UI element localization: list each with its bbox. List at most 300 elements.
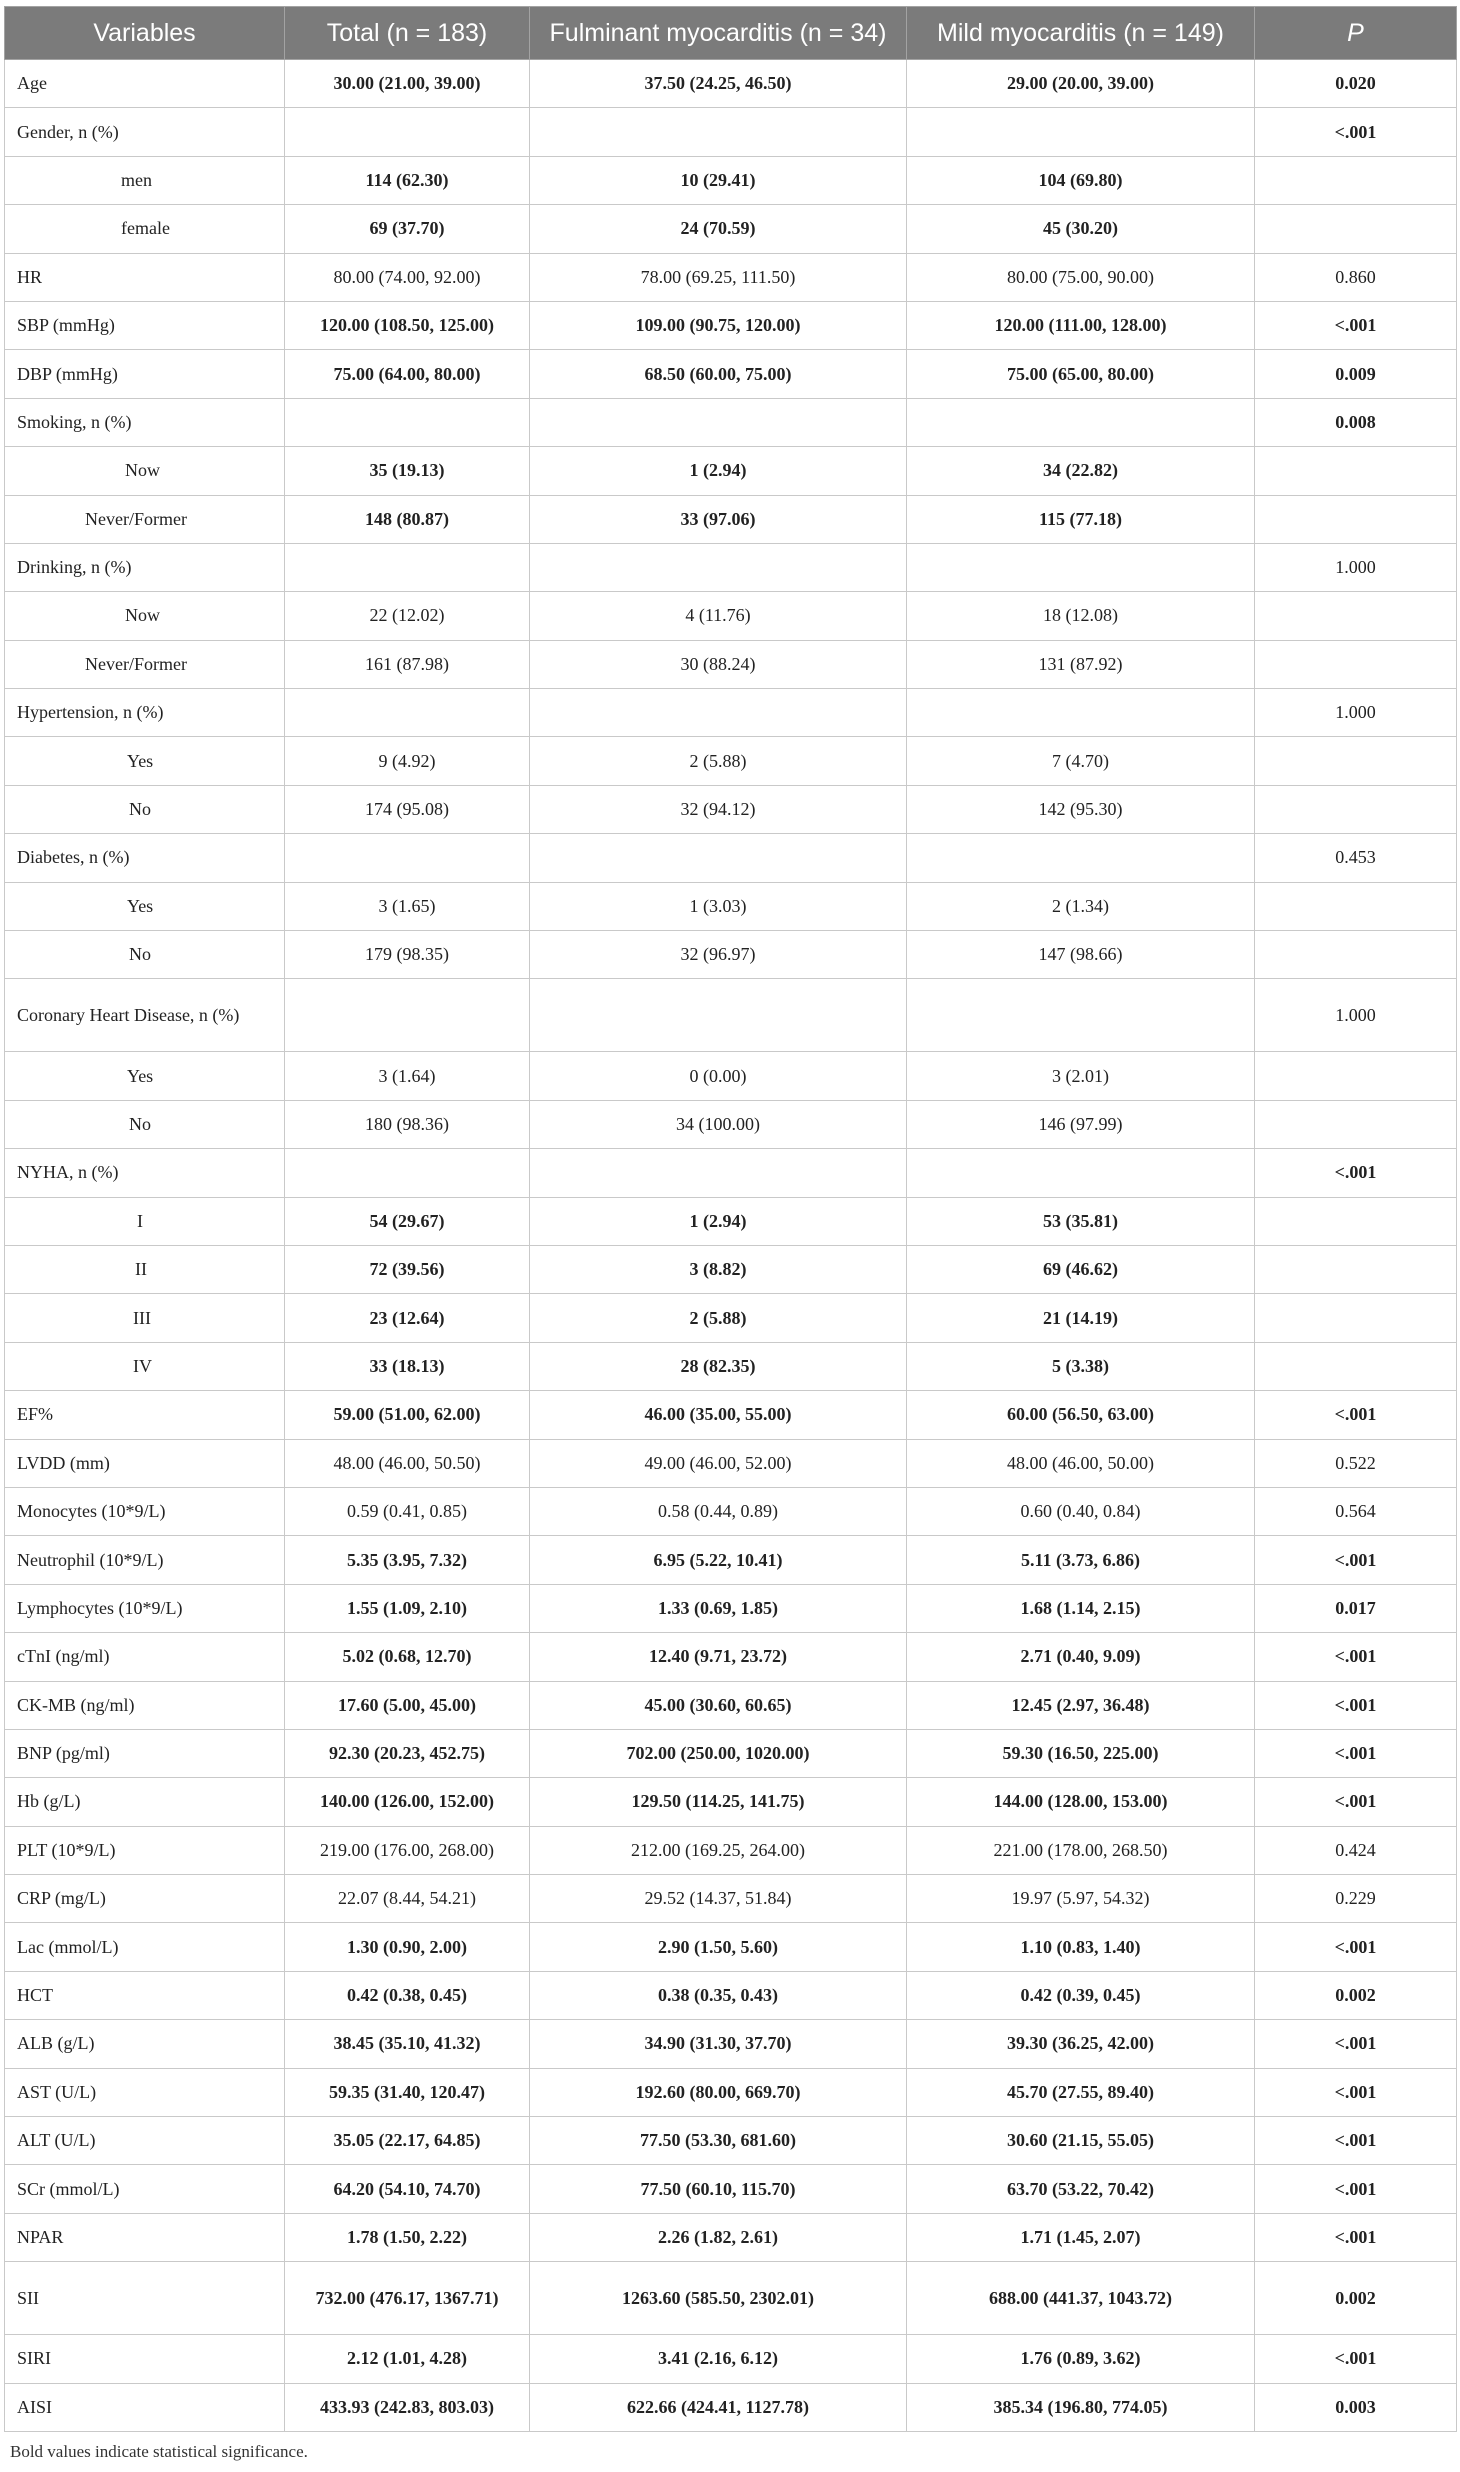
baseline-characteristics-table [4, 6, 1457, 2432]
variable-label: SIRI [5, 2335, 285, 2383]
table-container [4, 6, 1456, 2432]
total-value: 0.59 (0.41, 0.85) [285, 1487, 530, 1535]
table-row [5, 640, 1457, 688]
fulminant-value: 192.60 (80.00, 669.70) [530, 2068, 907, 2116]
fulminant-value [530, 1149, 907, 1197]
p-value [1255, 447, 1457, 495]
p-value: <.001 [1255, 1149, 1457, 1197]
mild-value: 144.00 (128.00, 153.00) [907, 1778, 1255, 1826]
variable-label [5, 737, 285, 785]
fulminant-value: 0.38 (0.35, 0.43) [530, 1971, 907, 2019]
mild-value: 1.68 (1.14, 2.15) [907, 1584, 1255, 1632]
mild-value: 115 (77.18) [907, 495, 1255, 543]
mild-value: 1.76 (0.89, 3.62) [907, 2335, 1255, 2383]
p-value: 0.860 [1255, 253, 1457, 301]
mild-value: 688.00 (441.37, 1043.72) [907, 2262, 1255, 2335]
table-row [5, 2262, 1457, 2335]
table-row [5, 1923, 1457, 1971]
p-value: <.001 [1255, 1536, 1457, 1584]
variable-label: Hypertension, n (%) [5, 689, 285, 737]
variable-label: HCT [5, 1971, 285, 2019]
mild-value: 0.42 (0.39, 0.45) [907, 1971, 1255, 2019]
variable-label: AST (U/L) [5, 2068, 285, 2116]
table-row [5, 398, 1457, 446]
table-row [5, 205, 1457, 253]
fulminant-value: 46.00 (35.00, 55.00) [530, 1391, 907, 1439]
table-row [5, 882, 1457, 930]
total-value: 3 (1.64) [285, 1052, 530, 1100]
mild-value: 59.30 (16.50, 225.00) [907, 1729, 1255, 1777]
fulminant-value: 1 (3.03) [530, 882, 907, 930]
p-value: <.001 [1255, 108, 1457, 156]
p-value: 0.229 [1255, 1875, 1457, 1923]
p-value: <.001 [1255, 1729, 1457, 1777]
table-row [5, 834, 1457, 882]
total-value [285, 979, 530, 1052]
sub-level-label: No [129, 799, 151, 820]
variable-label [5, 882, 285, 930]
mild-value: 5 (3.38) [907, 1342, 1255, 1390]
total-value: 3 (1.65) [285, 882, 530, 930]
total-value: 69 (37.70) [285, 205, 530, 253]
p-value [1255, 156, 1457, 204]
variable-label: CK-MB (ng/ml) [5, 1681, 285, 1729]
variable-label: NYHA, n (%) [5, 1149, 285, 1197]
fulminant-value: 32 (96.97) [530, 931, 907, 979]
mild-value: 75.00 (65.00, 80.00) [907, 350, 1255, 398]
p-value: 0.453 [1255, 834, 1457, 882]
variable-label: cTnI (ng/ml) [5, 1633, 285, 1681]
sub-level-label: II [135, 1259, 147, 1280]
total-value: 219.00 (176.00, 268.00) [285, 1826, 530, 1874]
fulminant-value: 2 (5.88) [530, 737, 907, 785]
p-value [1255, 785, 1457, 833]
total-value: 64.20 (54.10, 74.70) [285, 2165, 530, 2213]
table-row [5, 350, 1457, 398]
fulminant-value: 3.41 (2.16, 6.12) [530, 2335, 907, 2383]
variable-label: SBP (mmHg) [5, 301, 285, 349]
table-row [5, 1875, 1457, 1923]
variable-label [5, 640, 285, 688]
table-row [5, 1100, 1457, 1148]
table-row [5, 301, 1457, 349]
variable-label: ALT (U/L) [5, 2117, 285, 2165]
fulminant-value: 0.58 (0.44, 0.89) [530, 1487, 907, 1535]
table-row [5, 1681, 1457, 1729]
fulminant-value: 1263.60 (585.50, 2302.01) [530, 2262, 907, 2335]
header-p-value: P [1255, 7, 1457, 60]
fulminant-value: 49.00 (46.00, 52.00) [530, 1439, 907, 1487]
total-value: 92.30 (20.23, 452.75) [285, 1729, 530, 1777]
table-row [5, 1439, 1457, 1487]
fulminant-value: 2.26 (1.82, 2.61) [530, 2213, 907, 2261]
total-value: 48.00 (46.00, 50.50) [285, 1439, 530, 1487]
fulminant-value: 1 (2.94) [530, 1197, 907, 1245]
mild-value: 385.34 (196.80, 774.05) [907, 2383, 1255, 2431]
variable-label [5, 156, 285, 204]
variable-label: Neutrophil (10*9/L) [5, 1536, 285, 1584]
p-value [1255, 1342, 1457, 1390]
total-value [285, 834, 530, 882]
variable-label: EF% [5, 1391, 285, 1439]
p-value: 0.522 [1255, 1439, 1457, 1487]
mild-value: 18 (12.08) [907, 592, 1255, 640]
p-value [1255, 1294, 1457, 1342]
mild-value: 131 (87.92) [907, 640, 1255, 688]
variable-label: Lac (mmol/L) [5, 1923, 285, 1971]
mild-value [907, 398, 1255, 446]
variable-label: ALB (g/L) [5, 2020, 285, 2068]
p-value: <.001 [1255, 1923, 1457, 1971]
total-value: 59.35 (31.40, 120.47) [285, 2068, 530, 2116]
mild-value [907, 108, 1255, 156]
p-value [1255, 640, 1457, 688]
variable-label: Gender, n (%) [5, 108, 285, 156]
sub-level-label: men [121, 169, 152, 190]
variable-label [5, 1197, 285, 1245]
total-value: 114 (62.30) [285, 156, 530, 204]
fulminant-value: 10 (29.41) [530, 156, 907, 204]
p-value: 0.002 [1255, 2262, 1457, 2335]
p-value [1255, 737, 1457, 785]
fulminant-value: 212.00 (169.25, 264.00) [530, 1826, 907, 1874]
header-mild: Mild myocarditis (n = 149) [907, 7, 1255, 60]
variable-label: BNP (pg/ml) [5, 1729, 285, 1777]
mild-value [907, 689, 1255, 737]
total-value: 1.78 (1.50, 2.22) [285, 2213, 530, 2261]
total-value: 1.30 (0.90, 2.00) [285, 1923, 530, 1971]
mild-value: 63.70 (53.22, 70.42) [907, 2165, 1255, 2213]
table-row [5, 931, 1457, 979]
table-row [5, 1971, 1457, 2019]
fulminant-value: 109.00 (90.75, 120.00) [530, 301, 907, 349]
fulminant-value: 622.66 (424.41, 1127.78) [530, 2383, 907, 2431]
p-value: <.001 [1255, 2020, 1457, 2068]
mild-value [907, 834, 1255, 882]
table-row [5, 60, 1457, 108]
total-value [285, 543, 530, 591]
mild-value: 80.00 (75.00, 90.00) [907, 253, 1255, 301]
p-value: <.001 [1255, 1681, 1457, 1729]
mild-value: 29.00 (20.00, 39.00) [907, 60, 1255, 108]
variable-label: LVDD (mm) [5, 1439, 285, 1487]
total-value: 5.35 (3.95, 7.32) [285, 1536, 530, 1584]
variable-label: SII [5, 2262, 285, 2335]
mild-value: 45.70 (27.55, 89.40) [907, 2068, 1255, 2116]
variable-label [5, 931, 285, 979]
p-value: 1.000 [1255, 689, 1457, 737]
total-value: 174 (95.08) [285, 785, 530, 833]
total-value: 59.00 (51.00, 62.00) [285, 1391, 530, 1439]
total-value: 161 (87.98) [285, 640, 530, 688]
total-value: 72 (39.56) [285, 1245, 530, 1293]
table-row [5, 785, 1457, 833]
variable-label [5, 1245, 285, 1293]
table-row [5, 2165, 1457, 2213]
fulminant-value: 1 (2.94) [530, 447, 907, 495]
mild-value: 221.00 (178.00, 268.50) [907, 1826, 1255, 1874]
variable-label [5, 1342, 285, 1390]
table-row [5, 2213, 1457, 2261]
mild-value: 30.60 (21.15, 55.05) [907, 2117, 1255, 2165]
variable-label [5, 592, 285, 640]
mild-value [907, 1149, 1255, 1197]
fulminant-value: 2.90 (1.50, 5.60) [530, 1923, 907, 1971]
mild-value: 120.00 (111.00, 128.00) [907, 301, 1255, 349]
mild-value: 48.00 (46.00, 50.00) [907, 1439, 1255, 1487]
variable-label: NPAR [5, 2213, 285, 2261]
fulminant-value: 6.95 (5.22, 10.41) [530, 1536, 907, 1584]
mild-value: 5.11 (3.73, 6.86) [907, 1536, 1255, 1584]
total-value: 75.00 (64.00, 80.00) [285, 350, 530, 398]
total-value: 180 (98.36) [285, 1100, 530, 1148]
p-value: <.001 [1255, 1778, 1457, 1826]
table-row [5, 2068, 1457, 2116]
header-total: Total (n = 183) [285, 7, 530, 60]
table-row [5, 447, 1457, 495]
table-row [5, 1729, 1457, 1777]
fulminant-value [530, 689, 907, 737]
variable-label: Smoking, n (%) [5, 398, 285, 446]
mild-value: 0.60 (0.40, 0.84) [907, 1487, 1255, 1535]
total-value: 2.12 (1.01, 4.28) [285, 2335, 530, 2383]
p-value [1255, 495, 1457, 543]
table-row [5, 979, 1457, 1052]
fulminant-value: 12.40 (9.71, 23.72) [530, 1633, 907, 1681]
variable-label: Lymphocytes (10*9/L) [5, 1584, 285, 1632]
total-value: 33 (18.13) [285, 1342, 530, 1390]
p-value [1255, 1052, 1457, 1100]
table-row [5, 1294, 1457, 1342]
sub-level-label: I [137, 1210, 143, 1231]
table-row [5, 543, 1457, 591]
total-value [285, 108, 530, 156]
header-fulminant: Fulminant myocarditis (n = 34) [530, 7, 907, 60]
fulminant-value: 77.50 (53.30, 681.60) [530, 2117, 907, 2165]
fulminant-value: 34 (100.00) [530, 1100, 907, 1148]
table-row [5, 737, 1457, 785]
p-value [1255, 1197, 1457, 1245]
mild-value: 1.10 (0.83, 1.40) [907, 1923, 1255, 1971]
fulminant-value: 0 (0.00) [530, 1052, 907, 1100]
mild-value: 34 (22.82) [907, 447, 1255, 495]
fulminant-value: 45.00 (30.60, 60.65) [530, 1681, 907, 1729]
table-row [5, 1149, 1457, 1197]
fulminant-value: 30 (88.24) [530, 640, 907, 688]
fulminant-value: 37.50 (24.25, 46.50) [530, 60, 907, 108]
p-value: <.001 [1255, 1633, 1457, 1681]
p-value: 1.000 [1255, 979, 1457, 1052]
total-value [285, 398, 530, 446]
fulminant-value: 2 (5.88) [530, 1294, 907, 1342]
p-value [1255, 882, 1457, 930]
sub-level-label: Now [125, 605, 160, 626]
p-value: <.001 [1255, 2117, 1457, 2165]
fulminant-value: 28 (82.35) [530, 1342, 907, 1390]
table-header [5, 7, 1457, 60]
fulminant-value: 4 (11.76) [530, 592, 907, 640]
variable-label: DBP (mmHg) [5, 350, 285, 398]
fulminant-value: 129.50 (114.25, 141.75) [530, 1778, 907, 1826]
table-row [5, 1633, 1457, 1681]
total-value: 120.00 (108.50, 125.00) [285, 301, 530, 349]
fulminant-value [530, 543, 907, 591]
sub-level-label: No [129, 1114, 151, 1134]
p-value: <.001 [1255, 2213, 1457, 2261]
total-value: 732.00 (476.17, 1367.71) [285, 2262, 530, 2335]
total-value: 35.05 (22.17, 64.85) [285, 2117, 530, 2165]
sub-level-label: Never/Former [85, 508, 187, 529]
mild-value: 53 (35.81) [907, 1197, 1255, 1245]
table-row [5, 1342, 1457, 1390]
variable-label [5, 1294, 285, 1342]
table-body [5, 60, 1457, 2432]
variable-label [5, 1052, 285, 1100]
total-value: 1.55 (1.09, 2.10) [285, 1584, 530, 1632]
sub-level-label: Yes [127, 895, 154, 916]
variable-label: Coronary Heart Disease, n (%) [5, 979, 285, 1052]
p-value: 0.424 [1255, 1826, 1457, 1874]
table-row [5, 108, 1457, 156]
variable-label [5, 205, 285, 253]
table-row [5, 1584, 1457, 1632]
total-value: 9 (4.92) [285, 737, 530, 785]
p-value: <.001 [1255, 2165, 1457, 2213]
table-row [5, 2383, 1457, 2431]
p-value: 0.020 [1255, 60, 1457, 108]
mild-value: 1.71 (1.45, 2.07) [907, 2213, 1255, 2261]
total-value: 22.07 (8.44, 54.21) [285, 1875, 530, 1923]
variable-label [5, 785, 285, 833]
mild-value: 69 (46.62) [907, 1245, 1255, 1293]
sub-level-label: Yes [127, 1065, 154, 1086]
total-value: 179 (98.35) [285, 931, 530, 979]
mild-value: 142 (95.30) [907, 785, 1255, 833]
table-row [5, 1197, 1457, 1245]
mild-value: 146 (97.99) [907, 1100, 1255, 1148]
variable-label: Diabetes, n (%) [5, 834, 285, 882]
sub-level-label: female [121, 218, 170, 239]
variable-label: CRP (mg/L) [5, 1875, 285, 1923]
table-row [5, 253, 1457, 301]
mild-value: 19.97 (5.97, 54.32) [907, 1875, 1255, 1923]
p-value: 0.002 [1255, 1971, 1457, 2019]
mild-value: 2 (1.34) [907, 882, 1255, 930]
total-value: 22 (12.02) [285, 592, 530, 640]
table-row [5, 1391, 1457, 1439]
mild-value [907, 979, 1255, 1052]
fulminant-value: 702.00 (250.00, 1020.00) [530, 1729, 907, 1777]
table-row [5, 2117, 1457, 2165]
p-value: <.001 [1255, 1391, 1457, 1439]
mild-value: 104 (69.80) [907, 156, 1255, 204]
sub-level-label: III [133, 1307, 151, 1328]
mild-value: 60.00 (56.50, 63.00) [907, 1391, 1255, 1439]
sub-level-label: Now [125, 460, 160, 481]
mild-value [907, 543, 1255, 591]
p-value: 0.008 [1255, 398, 1457, 446]
p-value [1255, 1100, 1457, 1148]
p-value: 0.017 [1255, 1584, 1457, 1632]
total-value: 35 (19.13) [285, 447, 530, 495]
variable-label [5, 1100, 285, 1148]
fulminant-value [530, 979, 907, 1052]
table-row [5, 1826, 1457, 1874]
fulminant-value: 32 (94.12) [530, 785, 907, 833]
p-value [1255, 592, 1457, 640]
fulminant-value: 29.52 (14.37, 51.84) [530, 1875, 907, 1923]
variable-label: SCr (mmol/L) [5, 2165, 285, 2213]
table-row [5, 1487, 1457, 1535]
fulminant-value: 24 (70.59) [530, 205, 907, 253]
mild-value: 7 (4.70) [907, 737, 1255, 785]
sub-level-label: Yes [127, 750, 154, 771]
p-value: 0.009 [1255, 350, 1457, 398]
variable-label: Hb (g/L) [5, 1778, 285, 1826]
table-row [5, 1536, 1457, 1584]
total-value [285, 689, 530, 737]
total-value: 0.42 (0.38, 0.45) [285, 1971, 530, 2019]
table-footnote: Bold values indicate statistical significance. [10, 2442, 308, 2461]
total-value: 38.45 (35.10, 41.32) [285, 2020, 530, 2068]
mild-value: 147 (98.66) [907, 931, 1255, 979]
fulminant-value [530, 108, 907, 156]
table-row [5, 1778, 1457, 1826]
p-value [1255, 1245, 1457, 1293]
p-value: <.001 [1255, 301, 1457, 349]
fulminant-value: 3 (8.82) [530, 1245, 907, 1293]
p-value: <.001 [1255, 2068, 1457, 2116]
mild-value: 12.45 (2.97, 36.48) [907, 1681, 1255, 1729]
p-value: 0.003 [1255, 2383, 1457, 2431]
table-row [5, 495, 1457, 543]
total-value [285, 1149, 530, 1197]
header-variables: Variables [5, 7, 285, 60]
mild-value: 45 (30.20) [907, 205, 1255, 253]
total-value: 80.00 (74.00, 92.00) [285, 253, 530, 301]
fulminant-value [530, 834, 907, 882]
table-row [5, 2020, 1457, 2068]
sub-level-label: IV [133, 1355, 152, 1376]
header-row [5, 7, 1457, 60]
sub-level-label: Never/Former [85, 653, 187, 674]
total-value: 17.60 (5.00, 45.00) [285, 1681, 530, 1729]
mild-value: 21 (14.19) [907, 1294, 1255, 1342]
table-row [5, 1052, 1457, 1100]
total-value: 54 (29.67) [285, 1197, 530, 1245]
p-value [1255, 931, 1457, 979]
total-value: 148 (80.87) [285, 495, 530, 543]
total-value: 23 (12.64) [285, 1294, 530, 1342]
fulminant-value: 33 (97.06) [530, 495, 907, 543]
p-value: <.001 [1255, 2335, 1457, 2383]
variable-label: HR [5, 253, 285, 301]
variable-label: Drinking, n (%) [5, 543, 285, 591]
total-value: 5.02 (0.68, 12.70) [285, 1633, 530, 1681]
table-row [5, 2335, 1457, 2383]
table-row [5, 689, 1457, 737]
total-value: 140.00 (126.00, 152.00) [285, 1778, 530, 1826]
fulminant-value: 78.00 (69.25, 111.50) [530, 253, 907, 301]
variable-label: AISI [5, 2383, 285, 2431]
fulminant-value: 77.50 (60.10, 115.70) [530, 2165, 907, 2213]
variable-label: Age [5, 60, 285, 108]
variable-label [5, 495, 285, 543]
table-row [5, 592, 1457, 640]
mild-value: 3 (2.01) [907, 1052, 1255, 1100]
sub-level-label: No [129, 944, 151, 965]
variable-label: PLT (10*9/L) [5, 1826, 285, 1874]
